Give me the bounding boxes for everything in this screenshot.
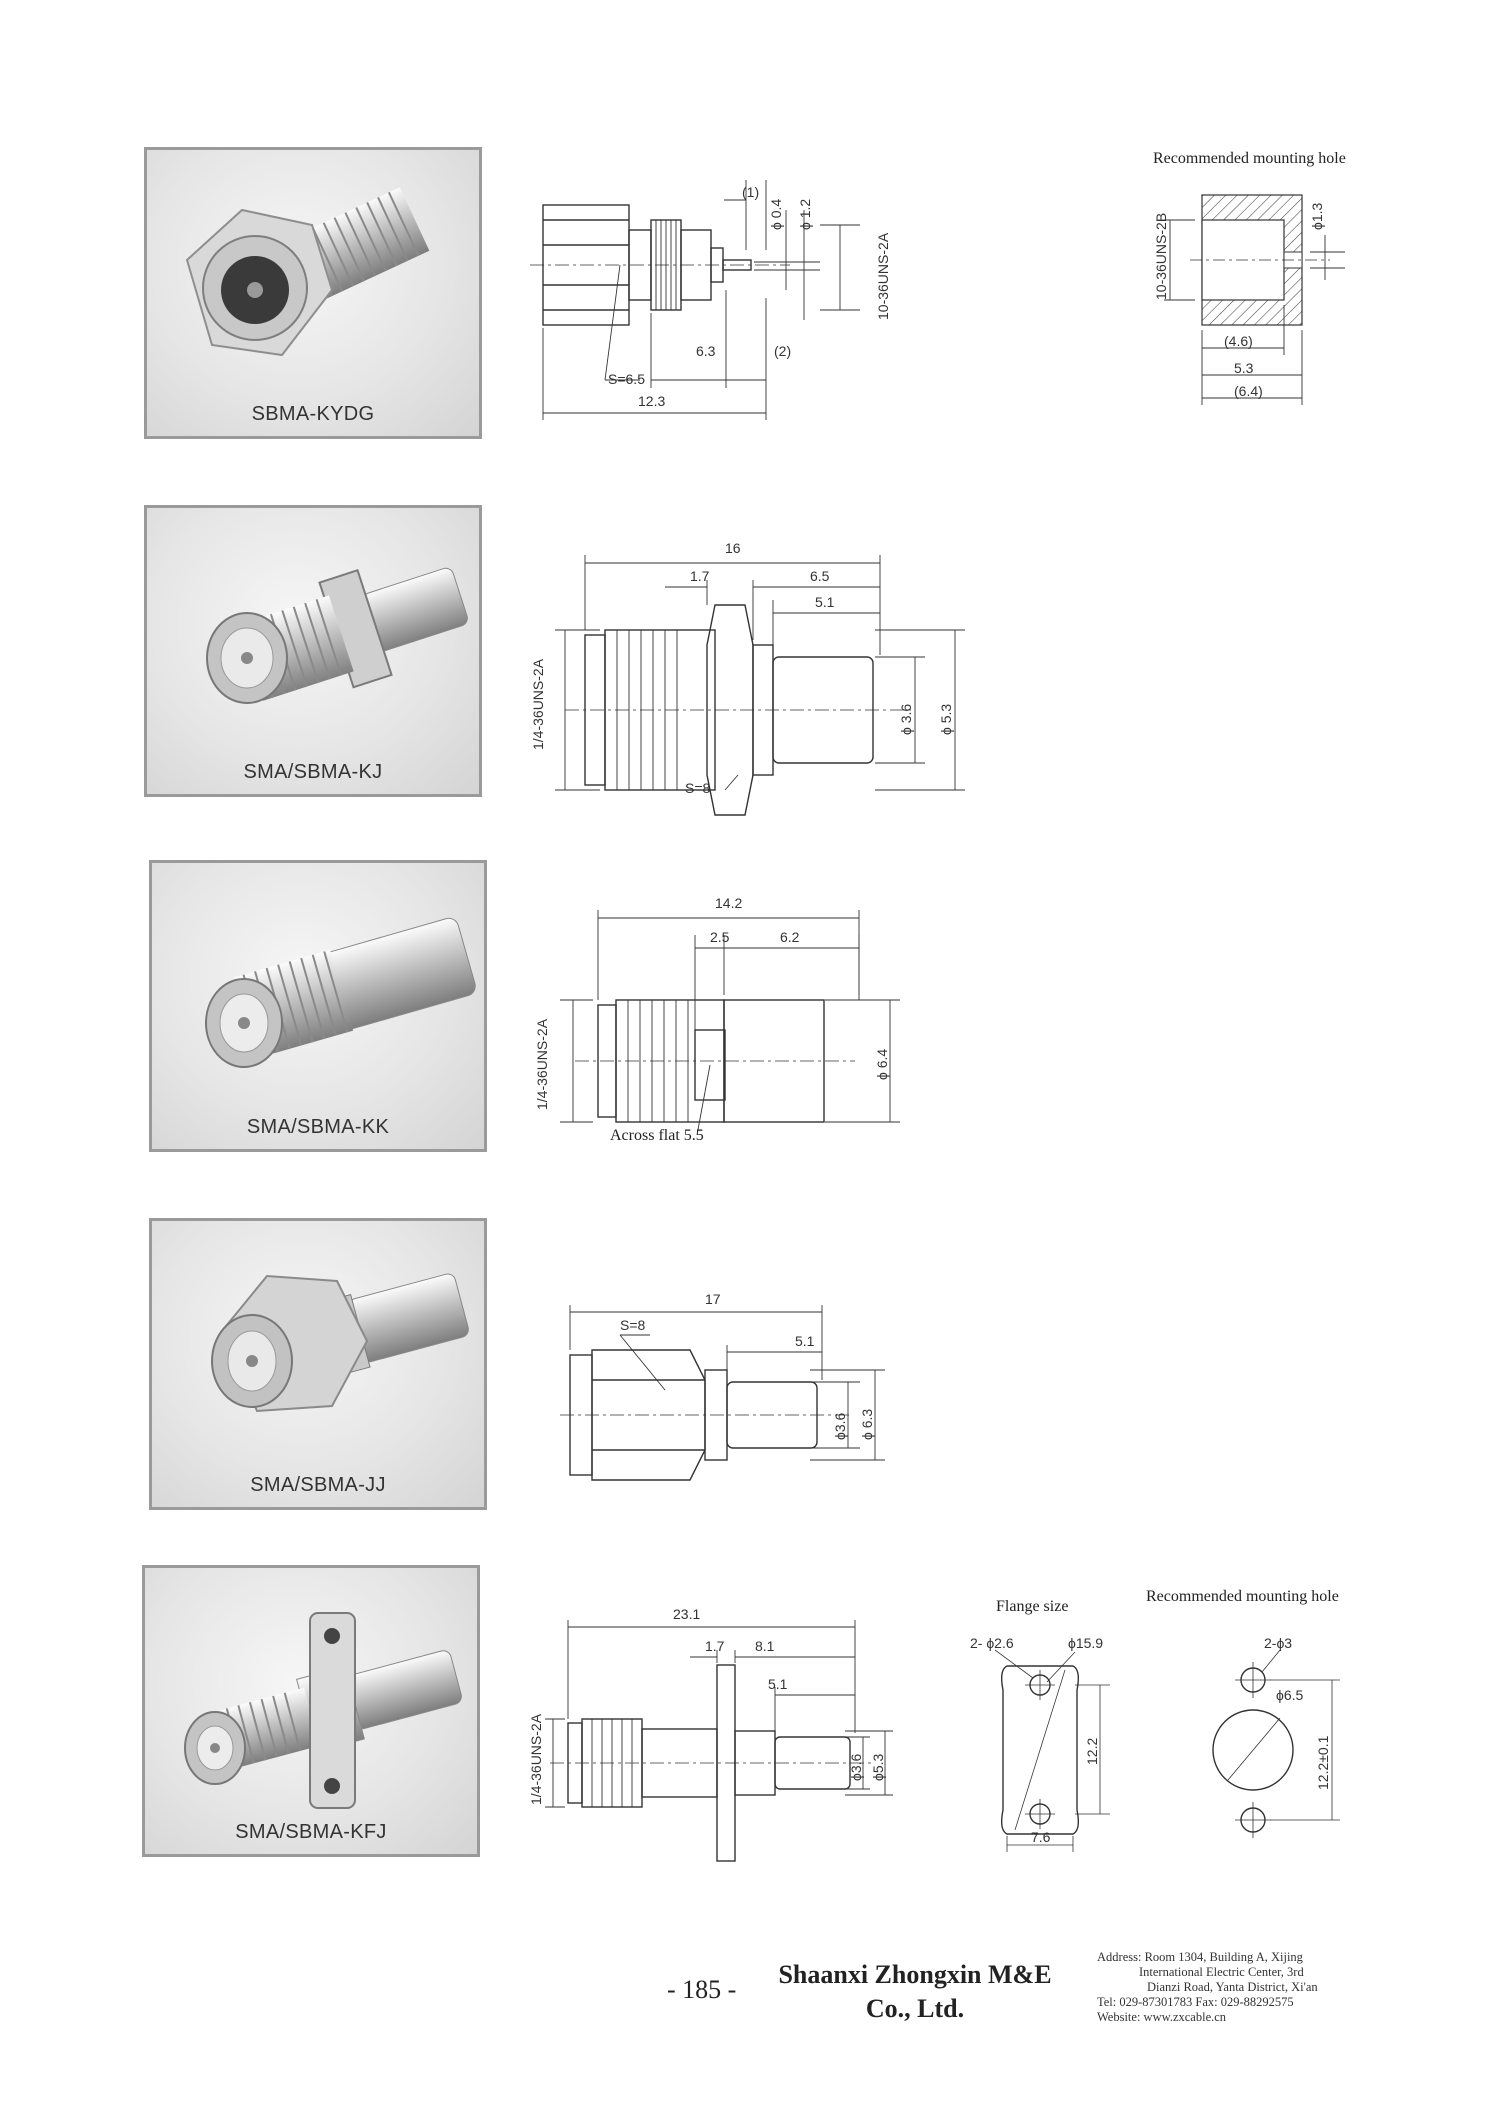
dim-phi-5-3: ϕ 5.3 (938, 703, 954, 735)
company-line-2: Co., Ltd. (865, 1994, 965, 2023)
dimension-drawing-kj (525, 535, 1005, 810)
dim-phi-3-6: ϕ 3.6 (898, 703, 914, 735)
mount-5-3: 5.3 (1234, 360, 1254, 376)
connector-image (152, 1221, 484, 1507)
dimension-drawing-jj (560, 1290, 940, 1525)
company-name (770, 1958, 1060, 2026)
product-label: SMA/SBMA-JJ (250, 1474, 386, 1496)
flange-12-2: 12.2 (1084, 1737, 1100, 1765)
tel-fax: Tel: 029-87301783 Fax: 029-88292575 (1097, 1995, 1294, 2009)
dim-1-7: 1.7 (705, 1638, 725, 1654)
address-line-1: Address: Room 1304, Building A, Xijing (1097, 1950, 1303, 1964)
mount-thread: 10-36UNS-2B (1153, 212, 1169, 300)
website: Website: www.zxcable.cn (1097, 2010, 1227, 2024)
mount-phi-6-5: ϕ6.5 (1276, 1687, 1304, 1703)
product-label: SMA/SBMA-KK (246, 1116, 390, 1138)
company-line-1: Shaanxi Zhongxin M&E (778, 1960, 1052, 1989)
mount-12-2: 12.2±0.1 (1315, 1735, 1331, 1790)
jj-drawing-svg (560, 1290, 940, 1520)
kydg-drawing-svg (520, 170, 940, 440)
kfj-drawing-svg (525, 1605, 945, 1870)
flange-phi-15-9: ϕ15.9 (1068, 1635, 1104, 1651)
contact-block (1097, 1950, 1357, 2025)
product-label: SMA/SBMA-KJ (243, 761, 383, 783)
dim-6-5: 6.5 (810, 568, 830, 584)
dim-phi-0-4: ϕ 0.4 (768, 198, 784, 230)
mount-drawing-kfj (1200, 1630, 1350, 1865)
flange-7-6: 7.6 (1031, 1829, 1051, 1845)
mount-drawing-kydg (1150, 180, 1360, 425)
flange-svg (965, 1630, 1125, 1860)
dim-phi-3-6: ϕ3.6 (848, 1753, 864, 1781)
dim-17: 17 (705, 1291, 721, 1307)
dim-s: S=6.5 (608, 371, 645, 387)
dim-5-1: 5.1 (768, 1676, 788, 1692)
product-photo-kj (144, 505, 482, 797)
dim-1: (1) (742, 184, 760, 200)
connector-image (147, 150, 479, 436)
dim-5-1: 5.1 (795, 1333, 815, 1349)
dimension-drawing-kk (525, 890, 945, 1155)
product-photo-kydg (144, 147, 482, 439)
dim-thread: 1/4-36UNS-2A (534, 1018, 550, 1110)
address-line-2: International Electric Center, 3rd (1139, 1965, 1304, 1979)
connector-image (152, 863, 484, 1149)
dim-14-2: 14.2 (715, 895, 743, 911)
dim-5-1: 5.1 (815, 594, 835, 610)
dim-s: S=8 (685, 780, 711, 796)
dim-6-2: 6.2 (780, 929, 800, 945)
kfj-mount-svg (1200, 1630, 1350, 1860)
dim-phi-5-3: ϕ5.3 (870, 1753, 886, 1781)
mount-6-4: (6.4) (1234, 383, 1263, 399)
dim-thread: 1/4-36UNS-2A (528, 1713, 544, 1805)
product-label: SBMA-KYDG (251, 403, 375, 425)
flange-drawing (965, 1630, 1125, 1865)
dim-6-3: 6.3 (696, 343, 716, 359)
dimension-drawing-kfj (525, 1605, 945, 1875)
dim-phi-6-4: ϕ 6.4 (874, 1048, 890, 1080)
product-label: SMA/SBMA-KFJ (235, 1821, 387, 1843)
page-number: - 185 - (667, 1975, 737, 2004)
connector-image (145, 1568, 477, 1854)
product-photo-kfj (142, 1565, 480, 1857)
dim-1-7: 1.7 (690, 568, 710, 584)
mount-phi-1-3: ϕ1.3 (1309, 202, 1325, 230)
mount-holes: 2-ϕ3 (1264, 1635, 1293, 1651)
flange-title: Flange size (996, 1598, 1069, 1615)
across-flat-note: Across flat 5.5 (610, 1127, 704, 1144)
product-photo-kk (149, 860, 487, 1152)
dim-2: (2) (774, 343, 792, 359)
dim-phi-6-3: ϕ 6.3 (859, 1408, 875, 1440)
dim-s: S=8 (620, 1317, 646, 1333)
kj-drawing-svg (525, 535, 1005, 805)
mount-title-kfj: Recommended mounting hole (1146, 1588, 1339, 1605)
mount-title-kydg: Recommended mounting hole (1153, 150, 1346, 167)
dim-8-1: 8.1 (755, 1638, 775, 1654)
mount-4-6: (4.6) (1224, 333, 1253, 349)
dim-23-1: 23.1 (673, 1606, 701, 1622)
connector-image (147, 508, 479, 794)
dim-2-5: 2.5 (710, 929, 730, 945)
dim-phi-3-6: ϕ3.6 (832, 1412, 848, 1440)
kk-drawing-svg (525, 890, 945, 1150)
kydg-mount-svg (1150, 180, 1360, 420)
dim-thread: 1/4-36UNS-2A (530, 658, 546, 750)
product-photo-jj (149, 1218, 487, 1510)
dim-thread: 10-36UNS-2A (875, 232, 891, 320)
dim-16: 16 (725, 540, 741, 556)
dimension-drawing-kydg (520, 170, 940, 445)
dim-phi-1-2: ϕ 1.2 (797, 198, 813, 230)
dim-12-3: 12.3 (638, 393, 666, 409)
address-line-3: Dianzi Road, Yanta District, Xi'an (1147, 1980, 1318, 1994)
flange-holes: 2- ϕ2.6 (970, 1635, 1014, 1651)
